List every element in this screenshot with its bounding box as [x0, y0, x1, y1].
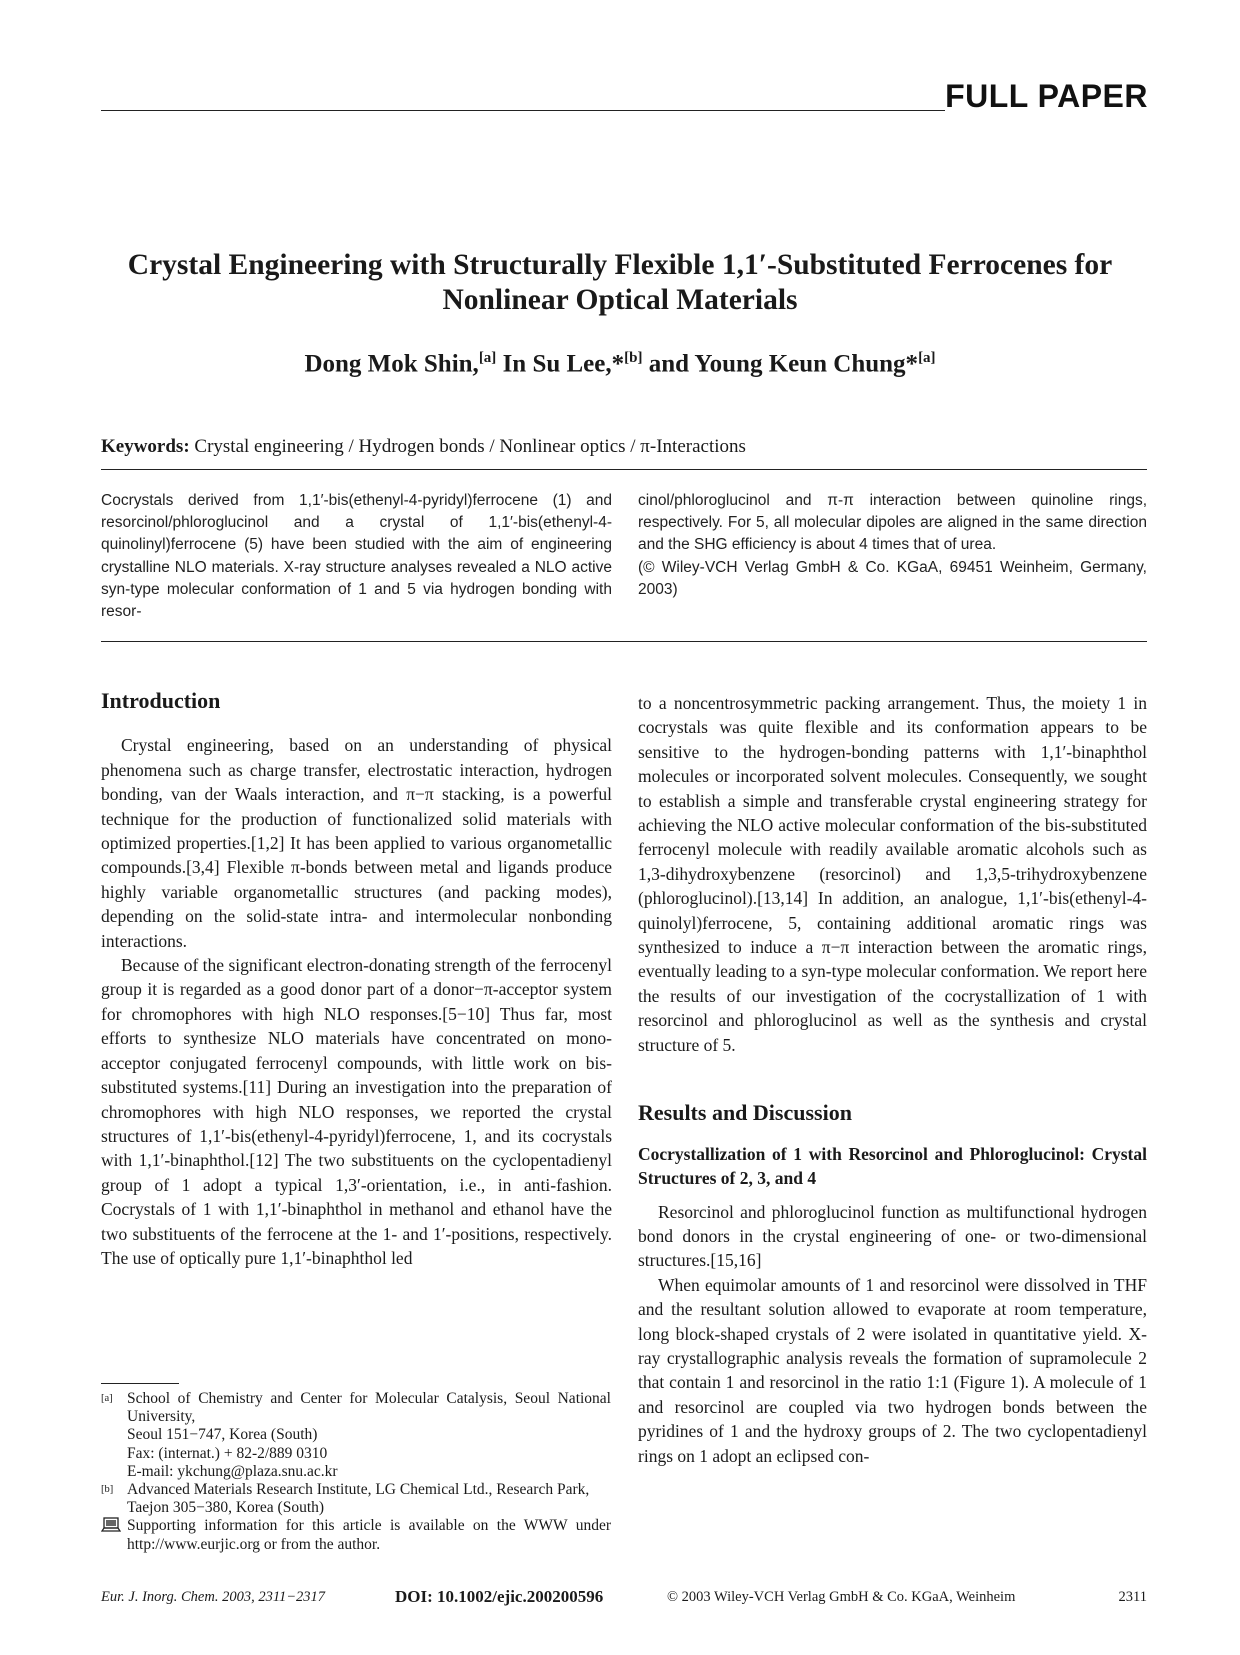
- footnote-line: Advanced Materials Research Institute, LG Chemical Ltd., Research Park,: [127, 1481, 590, 1499]
- left-column: [101, 689, 612, 1270]
- page-number: 2311: [1118, 1589, 1147, 1605]
- author-name: In Su Lee,*: [502, 350, 625, 378]
- abstract-text-left: Cocrystals derived from 1,1′-bis(ethenyl-4-pyridyl)ferrocene (1) and resorcinol/phloroglucinol and a crystal of 1,1′-bis(ethenyl-4-quinolinyl)ferrocene (5) have been studied with the aim of engineering crystalline NLO materials. X-ray structure analyses revealed a NLO active syn-type molecular conformation of 1 and 5 via hydrogen bonding with resor-: [101, 492, 612, 621]
- introduction-heading: Introduction: [101, 688, 221, 713]
- footnote-line: Seoul 151−747, Korea (South): [127, 1426, 318, 1444]
- paper-title: Crystal Engineering with Structurally Flexible 1,1′-Substituted Ferrocenes for Nonlinear Optical Materials: [127, 249, 1113, 316]
- author-affiliation: [a]: [918, 350, 936, 366]
- right-column: [638, 691, 1147, 1468]
- abstract-text-right: cinol/phloroglucinol and π-π interaction between quinoline rings, respectively. For 5, all molecular dipoles are aligned in the same direction and the SHG efficiency is about 4 times that of urea.: [638, 492, 1147, 554]
- abstract-right-column: [638, 490, 1147, 601]
- author-name: Dong Mok Shin,: [304, 350, 479, 378]
- intro-paragraph-1: Crystal engineering, based on an understanding of physical phenomena such as charge transfer, electrostatic interaction, hydrogen bonding, van der Waals interaction, and π−π stacking, is a powerful technique for the production of functionalized solid materials with optimized properties.[1,2] It has been applied to various organometallic compounds.[3,4] Flexible π-bonds between metal and ligands produce highly variable organometallic structures (and packing modes), depending on the solid-state intra- and intermolecular nonbonding interactions.: [101, 735, 612, 951]
- results-subheading: Cocrystallization of 1 with Resorcinol and Phloroglucinol: Crystal Structures of 2, 3, and 4: [638, 1143, 1147, 1188]
- author-affiliation: [a]: [478, 350, 497, 366]
- footnote-line: School of Chemistry and Center for Molecular Catalysis, Seoul National University,: [127, 1390, 611, 1426]
- footnote-b: [101, 1481, 611, 1517]
- footnote-line: Fax: (internat.) + 82-2/889 0310: [127, 1444, 328, 1462]
- abstract-left-column: [101, 490, 612, 623]
- footnote-a: [101, 1390, 611, 1481]
- journal-citation: Eur. J. Inorg. Chem. 2003, 2311−2317: [101, 1589, 326, 1605]
- footnote-line: Taejon 305−380, Korea (South): [127, 1499, 325, 1517]
- abstract-top-rule: [101, 469, 1147, 470]
- abstract-copyright: (© Wiley-VCH Verlag GmbH & Co. KGaA, 69451 Weinheim, Germany, 2003): [638, 558, 1147, 598]
- footnotes: [101, 1390, 611, 1554]
- article-type-label: FULL PAPER: [945, 78, 1148, 114]
- results-paragraph-1: Resorcinol and phloroglucinol function as multifunctional hydrogen bond donors in the crystal engineering of one- or two-dimensional structures.[15,16]: [638, 1201, 1147, 1271]
- computer-icon: [101, 1517, 123, 1553]
- footnote-marker: [a]: [101, 1393, 113, 1404]
- doi: DOI: 10.1002/ejic.200200596: [395, 1587, 604, 1606]
- header-rule: [101, 110, 945, 111]
- keywords: [101, 436, 1147, 458]
- author-affiliation: [b]: [624, 350, 643, 366]
- results-paragraph-2: When equimolar amounts of 1 and resorcinol were dissolved in THF and the resultant solution allowed to evaporate at room temperature, long block-shaped crystals of 2 were isolated in quantitative yield. X-ray crystallographic analysis reveals the formation of supramolecule 2 that contain 1 and resorcinol in the ratio 1:1 (Figure 1). A molecule of 1 and resorcinol are coupled via two hydrogen bonds between the pyridines of 1 and the hydroxy groups of 2. The two cyclopentadienyl rings on 1 adopt an eclipsed con-: [638, 1274, 1147, 1466]
- intro-paragraph-3: to a noncentrosymmetric packing arrangement. Thus, the moiety 1 in cocrystals was quite flexible and its conformation appears to be sensitive to the hydrogen-bonding patterns with 1,1′-binaphthol molecules or incorporated solvent molecules. Consequently, we sought to establish a simple and transferable crystal engineering strategy for achieving the NLO active molecular conformation of the bis-substituted ferrocenyl molecule with readily available aromatic alcohols such as 1,3-dihydroxybenzene (resorcinol) and 1,3,5-trihydroxybenzene (phloroglucinol).[13,14] In addition, an analogue, 1,1′-bis(ethenyl-4-quinolyl)ferrocene, 5, containing additional aromatic rings was synthesized to induce a π−π interaction between the aromatic rings, eventually leading to a syn-type molecular conformation. We report here the results of our investigation of the cocrystallization of 1 with resorcinol and phloroglucinol as well as the synthesis and crystal structure of 5.: [638, 693, 1147, 1055]
- footnote-supporting-info: [101, 1517, 611, 1553]
- results-heading: Results and Discussion: [638, 1100, 852, 1126]
- keywords-text: Crystal engineering / Hydrogen bonds / Nonlinear optics / π-Interactions: [194, 436, 746, 457]
- intro-paragraph-2: Because of the significant electron-donating strength of the ferrocenyl group it is regarded as a good donor part of a donor−π-acceptor system for chromophores with high NLO responses.[5−10] Thus far, most efforts to synthesize NLO materials have concentrated on mono-acceptor conjugated ferrocenyl compounds, with little work on bis-substituted systems.[11] During an investigation into the preparation of chromophores with high NLO responses, we reported the crystal structures of 1,1′-bis(ethenyl-4-pyridyl)ferrocene, 1, and its cocrystals with 1,1′-binaphthol.[12] The two substituents on the cyclopentadienyl group of 1 adopt a typical 1,3′-orientation, i.e., in anti-fashion. Cocrystals of 1 with 1,1′-binaphthol in methanol and ethanol have the two substituents of the ferrocene at the 1- and 1′-positions, respectively. The use of optically pure 1,1′-binaphthol led: [101, 955, 612, 1268]
- publisher-copyright: © 2003 Wiley-VCH Verlag GmbH & Co. KGaA, Weinheim: [667, 1589, 1016, 1605]
- footnote-marker: [b]: [101, 1484, 114, 1496]
- author-name: and Young Keun Chung*: [648, 350, 919, 378]
- footnote-email: E-mail: ykchung@plaza.snu.ac.kr: [127, 1462, 338, 1480]
- supporting-info-text: Supporting information for this article is available on the WWW under http://www.eurjic.org or from the author.: [127, 1517, 611, 1553]
- footnote-rule: [101, 1383, 179, 1384]
- keywords-label: Keywords:: [101, 436, 190, 457]
- abstract-bottom-rule: [101, 641, 1147, 642]
- author-list: [100, 350, 1140, 378]
